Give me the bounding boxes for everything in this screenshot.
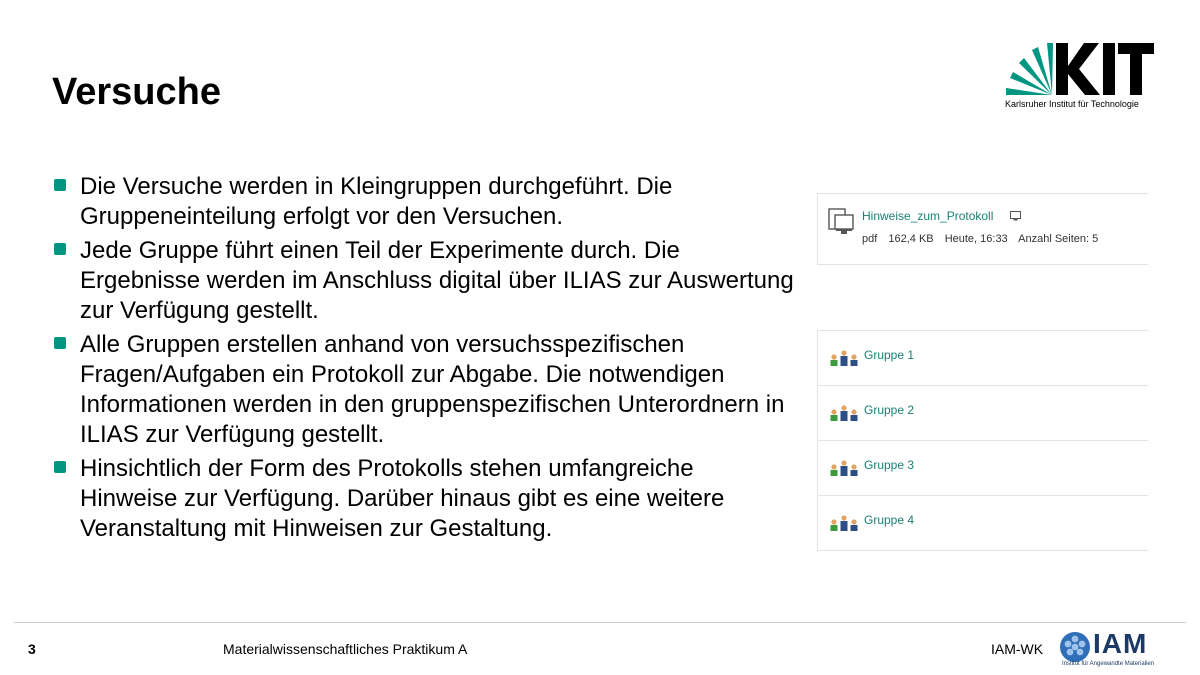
footer-dept: IAM-WK [991, 641, 1044, 657]
bullet-marker-icon [54, 337, 66, 349]
iam-logo-text: IAM [1093, 628, 1148, 659]
bullet-item [54, 172, 794, 232]
page-title: Versuche [52, 71, 221, 113]
group-link[interactable]: Gruppe 4 [864, 513, 915, 527]
file-link[interactable]: Hinweise_zum_Protokoll [862, 209, 994, 223]
file-copy-icon [828, 208, 856, 238]
group-icon [829, 404, 859, 422]
group-list [817, 330, 1148, 552]
file-size: 162,4 KB [888, 233, 934, 245]
bullet-text: Hinsichtlich der Form des Protokolls stehen umfangreiche Hinweise zur Verfügung. Darüber hinaus gibt es eine weitere Veranstaltung mit Hinweisen zur Gestaltung. [80, 455, 725, 542]
list-item[interactable] [818, 385, 1148, 440]
group-icon [829, 459, 859, 477]
group-icon [829, 349, 859, 367]
footer-course: Materialwissenschaftliches Praktikum A [223, 641, 468, 657]
iam-logo-icon [1058, 630, 1092, 664]
bullet-text: Die Versuche werden in Kleingruppen durchgeführt. Die Gruppeneinteilung erfolgt vor den Versuchen. [80, 173, 673, 230]
file-item [817, 193, 1148, 265]
monitor-icon[interactable] [1010, 211, 1021, 221]
bullet-list [54, 172, 794, 548]
list-item[interactable] [818, 330, 1148, 385]
bullet-text: Alle Gruppen erstellen anhand von versuchsspezifischen Fragen/Aufgaben ein Protokoll zur Abgabe. Die notwendigen Informationen werden in den gruppenspezifischen Unterordnern in ILIAS zur Verfügung gestellt. [80, 331, 785, 448]
iam-logo-subtitle: Institut für Angewandte Materialien [1062, 661, 1155, 667]
file-pages: Anzahl Seiten: 5 [1018, 233, 1099, 245]
file-meta [862, 233, 1106, 245]
bullet-marker-icon [54, 243, 66, 255]
page-number: 3 [28, 641, 36, 657]
kit-tagline: Karlsruher Institut für Technologie [1005, 99, 1139, 109]
bullet-item [54, 330, 794, 450]
bullet-item [54, 236, 794, 326]
group-link[interactable]: Gruppe 2 [864, 403, 915, 417]
group-link[interactable]: Gruppe 1 [864, 348, 915, 362]
file-date: Heute, 16:33 [944, 233, 1008, 245]
group-icon [829, 514, 859, 532]
bullet-marker-icon [54, 179, 66, 191]
group-link[interactable]: Gruppe 3 [864, 458, 915, 472]
bullet-text: Jede Gruppe führt einen Teil der Experimente durch. Die Ergebnisse werden im Anschluss digital über ILIAS zur Auswertung zur Verfügung gestellt. [80, 237, 794, 324]
list-item[interactable] [818, 440, 1148, 495]
file-type: pdf [862, 233, 878, 245]
list-item[interactable] [818, 495, 1148, 551]
footer-divider [14, 622, 1186, 623]
bullet-item [54, 454, 794, 544]
bullet-marker-icon [54, 461, 66, 473]
